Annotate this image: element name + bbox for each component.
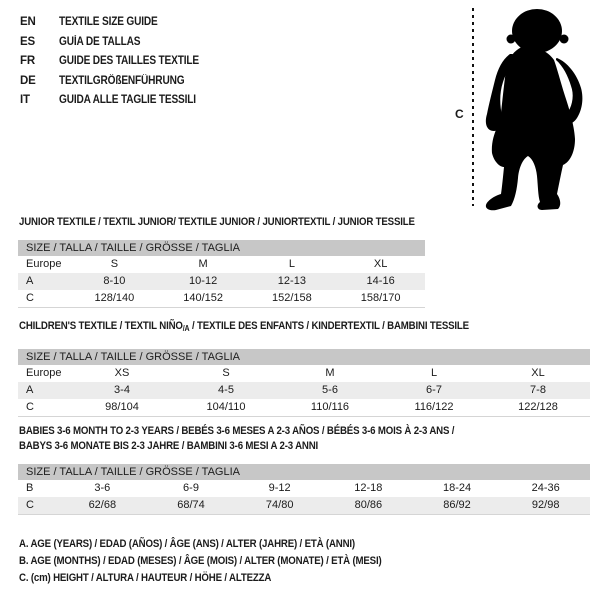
language-code: DE [20, 74, 36, 87]
language-row [20, 52, 218, 72]
size-table-junior [18, 240, 425, 308]
table-size-header-text: SIZE / TALLA / TAILLE / GRÖSSE / TAGLIA [26, 466, 240, 478]
language-row [20, 91, 218, 111]
row-label: A [26, 275, 34, 287]
row-label: Europe [26, 258, 62, 270]
table-cell: 3-4 [114, 384, 130, 396]
table-cell: 80/86 [354, 499, 383, 511]
table-cell: 86/92 [443, 499, 471, 511]
language-list [20, 13, 218, 111]
height-dashed-line [471, 8, 476, 206]
language-title: GUIDE DES TAILLES TEXTILE [59, 55, 199, 67]
table-cell: 104/110 [206, 401, 246, 413]
height-marker-label: C [455, 107, 464, 121]
table-cell: M [198, 258, 208, 270]
table-row [18, 256, 425, 273]
heading-line: BABYS 3-6 MONATE BIS 2-3 JAHRE / BAMBINI 3-6 MESI A 2-3 ANNI [19, 440, 319, 452]
table-cell: 5-6 [322, 384, 338, 396]
table-cell: 74/80 [265, 499, 294, 511]
table-row [18, 290, 425, 307]
heading-text: / TEXTILE DES ENFANTS / KINDERTEXTIL / BAMBINI TESSILE [189, 320, 469, 332]
table-row [18, 365, 590, 382]
row-label: C [26, 401, 34, 413]
table-row [18, 273, 425, 290]
table-cell: 3-6 [94, 482, 111, 494]
language-row [20, 13, 218, 33]
row-label: C [26, 499, 34, 511]
language-title: TEXTILGRÖßENFÜHRUNG [59, 74, 185, 87]
language-title: TEXTILE SIZE GUIDE [59, 16, 158, 28]
section-heading-children [19, 320, 469, 333]
table-cell: 4-5 [218, 384, 234, 396]
table-cell: S [222, 367, 230, 379]
footnote: A. AGE (YEARS) / EDAD (AÑOS) / ÂGE (ANS) / ALTER (JAHRE) / ETÀ (ANNI) [19, 538, 355, 550]
heading-line: BABIES 3-6 MONTH TO 2-3 YEARS / BEBÉS 3-6 MESES A 2-3 AÑOS / BÉBÉS 3-6 MOIS À 2-3 ANS / [19, 425, 455, 437]
table-row [18, 399, 590, 416]
language-code: ES [20, 35, 35, 48]
table-cell: 14-16 [366, 275, 395, 287]
heading-text: CHILDREN'S TEXTILE / TEXTIL NIÑO [19, 320, 183, 332]
table-cell: 152/158 [271, 292, 312, 304]
table-cell: XL [373, 258, 388, 270]
section-heading-babies [19, 424, 454, 454]
table-row [18, 382, 590, 399]
footnote: C. (cm) HEIGHT / ALTURA / HAUTEUR / HÖHE / ALTEZZA [19, 572, 272, 585]
table-size-header-text: SIZE / TALLA / TAILLE / GRÖSSE / TAGLIA [26, 242, 240, 254]
table-cell: 122/128 [518, 401, 558, 413]
table-cell: 62/68 [88, 499, 117, 511]
table-size-header [18, 464, 590, 480]
table-cell: 128/140 [94, 292, 135, 304]
table-cell: 116/122 [414, 401, 454, 413]
table-cell: XS [114, 367, 130, 379]
table-cell: L [430, 367, 438, 379]
table-cell: 12-13 [277, 275, 306, 287]
language-code: FR [20, 55, 35, 67]
table-cell: 24-36 [531, 482, 560, 494]
table-cell: XL [531, 367, 545, 379]
table-cell: 140/152 [183, 292, 223, 304]
row-label: B [26, 482, 34, 494]
row-label: Europe [26, 367, 62, 379]
size-table-children [18, 349, 590, 417]
table-cell: 10-12 [189, 275, 218, 287]
baby-silhouette-icon [478, 4, 596, 212]
heading-subscript: /A [182, 324, 190, 333]
row-label: C [26, 292, 34, 304]
language-row [20, 33, 218, 53]
table-cell: 18-24 [442, 482, 472, 494]
language-title: GUÍA DE TALLAS [59, 35, 141, 48]
table-row [18, 497, 590, 514]
table-cell: 110/116 [310, 401, 350, 413]
language-code: EN [20, 16, 36, 28]
language-title: GUIDA ALLE TAGLIE TESSILI [59, 94, 196, 106]
table-cell: 92/98 [531, 499, 560, 511]
footnotes [19, 536, 431, 588]
row-label: A [26, 384, 34, 396]
table-size-header [18, 349, 590, 365]
table-cell: 98/104 [105, 401, 139, 413]
language-row [20, 72, 218, 92]
table-row [18, 480, 590, 497]
table-cell: 158/170 [360, 292, 401, 304]
table-cell: M [325, 367, 335, 379]
table-cell: 7-8 [530, 384, 546, 396]
table-size-header-text: SIZE / TALLA / TAILLE / GRÖSSE / TAGLIA [26, 351, 240, 363]
table-cell: 6-9 [183, 482, 199, 494]
table-size-header [18, 240, 425, 256]
table-cell: 9-12 [268, 482, 291, 494]
table-cell: S [110, 258, 119, 270]
table-cell: 6-7 [426, 384, 442, 396]
table-cell: 68/74 [177, 499, 205, 511]
language-code: IT [20, 94, 30, 106]
table-cell: 8-10 [103, 275, 126, 287]
table-cell: 12-18 [354, 482, 383, 494]
table-cell: L [288, 258, 295, 270]
size-table-babies [18, 464, 590, 515]
footnote: B. AGE (MONTHS) / EDAD (MESES) / ÂGE (MOIS) / ALTER (MONATE) / ETÀ (MESI) [19, 555, 382, 568]
section-heading-junior: JUNIOR TEXTILE / TEXTIL JUNIOR/ TEXTILE JUNIOR / JUNIORTEXTIL / JUNIOR TESSILE [19, 216, 415, 228]
